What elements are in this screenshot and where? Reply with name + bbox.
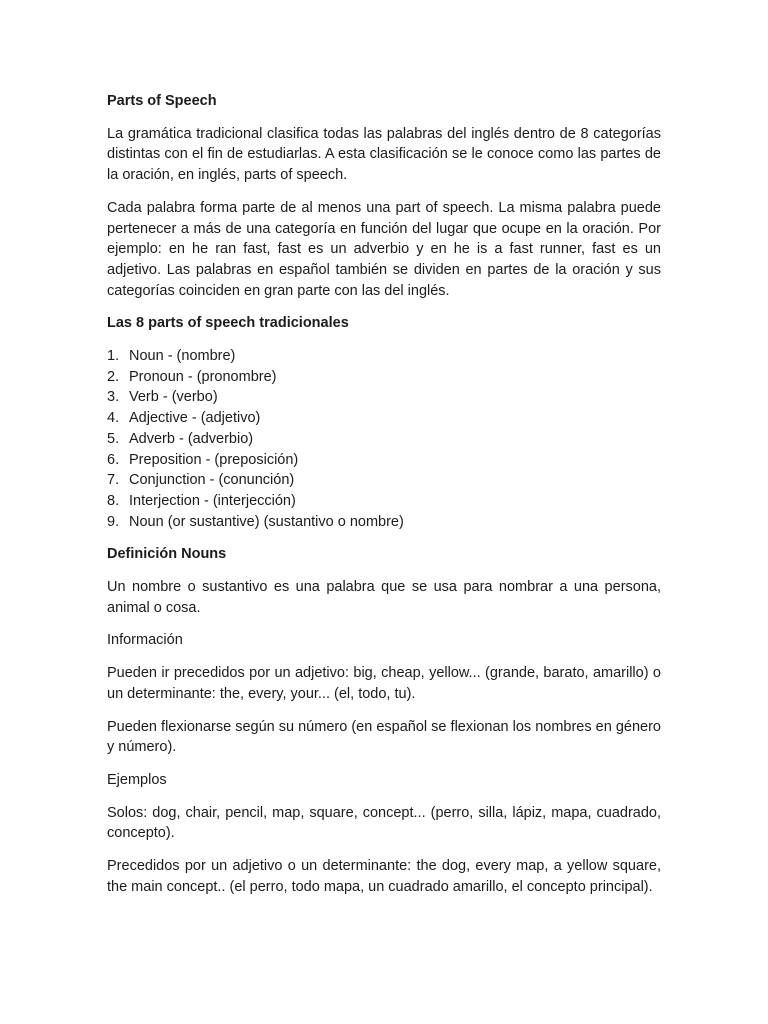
list-item-text: Noun - (nombre)	[129, 348, 236, 365]
list-item-number: 5.	[107, 430, 120, 447]
info-paragraph-1: Pueden ir precedidos por un adjetivo: big, cheap, yellow... (grande, barato, amarillo) o un determinante: the, every, your... (el, todo, tu).	[107, 665, 661, 702]
list-item-text: Adjective - (adjetivo)	[129, 410, 261, 427]
list-item-text: Noun (or sustantive) (sustantivo o nombre)	[129, 513, 404, 530]
list-item	[107, 429, 661, 450]
list-heading: Las 8 parts of speech tradicionales	[107, 315, 349, 332]
list-item	[107, 387, 661, 408]
example-paragraph-2: Precedidos por un adjetivo o un determinante: the dog, every map, a yellow square, the main concept.. (el perro, todo mapa, un cuadrado amarillo, el concepto principal).	[107, 858, 661, 895]
intro-paragraph-1: La gramática tradicional clasifica todas las palabras del inglés dentro de 8 categorías distintas con el fin de estudiarlas. A esta clasificación se le conoce como las partes de la oración, en inglés, parts of speech.	[107, 125, 661, 184]
list-item-number: 3.	[107, 389, 120, 406]
list-item	[107, 367, 661, 388]
list-item-number: 2.	[107, 368, 120, 385]
list-item	[107, 346, 661, 367]
list-item-text: Preposition - (preposición)	[129, 451, 299, 468]
list-item	[107, 450, 661, 471]
document-page	[107, 91, 661, 910]
list-item-text: Verb - (verbo)	[129, 389, 218, 406]
list-item	[107, 512, 661, 533]
parts-of-speech-list	[107, 346, 661, 532]
list-item-number: 4.	[107, 410, 120, 427]
list-item-number: 9.	[107, 513, 120, 530]
nouns-heading: Definición Nouns	[107, 546, 227, 563]
nouns-definition: Un nombre o sustantivo es una palabra que se usa para nombrar a una persona, animal o cosa.	[107, 579, 661, 616]
intro-paragraph-2: Cada palabra forma parte de al menos una part of speech. La misma palabra puede pertenecer a más de una categoría en función del lugar que ocupe en la oración. Por ejemplo: en he ran fast, fast es un adverbio y en he is a fast runner, fast es un adjetivo. Las palabras en español también se dividen en partes de la oración y sus categorías coinciden en gran parte con las del inglés.	[107, 199, 661, 299]
list-item-text: Adverb - (adverbio)	[129, 430, 254, 447]
list-item-number: 7.	[107, 472, 120, 489]
list-item-text: Interjection - (interjección)	[129, 492, 296, 509]
list-item	[107, 408, 661, 429]
list-item-number: 1.	[107, 348, 120, 365]
list-item-text: Conjunction - (conunción)	[129, 472, 295, 489]
examples-label: Ejemplos	[107, 771, 167, 788]
list-item	[107, 470, 661, 491]
list-item-number: 6.	[107, 451, 120, 468]
list-item	[107, 491, 661, 512]
list-item-text: Pronoun - (pronombre)	[129, 368, 277, 385]
example-paragraph-1: Solos: dog, chair, pencil, map, square, concept... (perro, silla, lápiz, mapa, cuadrado, concepto).	[107, 804, 661, 842]
list-item-number: 8.	[107, 492, 120, 509]
info-label: Información	[107, 632, 183, 649]
info-paragraph-2: Pueden flexionarse según su número (en español se flexionan los nombres en género y número).	[107, 718, 661, 756]
page-title: Parts of Speech	[107, 93, 217, 109]
